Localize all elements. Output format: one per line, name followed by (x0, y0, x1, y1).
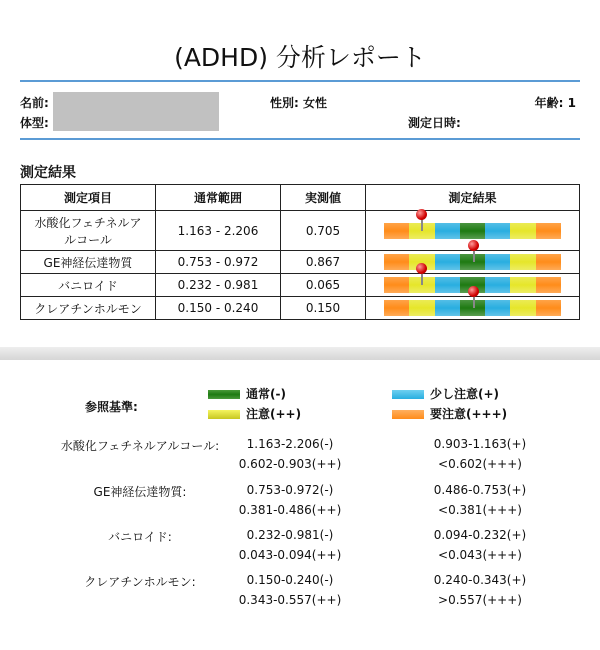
orange-segment (384, 277, 409, 293)
legend-text: 要注意(+++) (430, 407, 508, 421)
result-bar-cell (366, 297, 580, 320)
blue-segment (435, 223, 460, 239)
reference-slight-range: 0.240-0.343(+) (433, 573, 527, 587)
yellow-segment (409, 300, 434, 316)
reference-caution-range: 0.343-0.557(++) (238, 593, 342, 607)
reference-normal-range: 0.150-0.240(-) (246, 573, 334, 587)
reference-normal-range: 1.163-2.206(-) (246, 437, 334, 451)
item-range: 0.150 - 0.240 (156, 297, 281, 320)
yellow-segment (510, 223, 535, 239)
item-value: 0.150 (281, 297, 366, 320)
item-value: 0.867 (281, 251, 366, 274)
header-value: 実測値 (281, 185, 366, 211)
blue-segment (435, 254, 460, 270)
yellow-segment (510, 277, 535, 293)
reference-severe-range: <0.602(+++) (438, 457, 522, 471)
divider (20, 138, 580, 140)
marker-pin-icon (421, 211, 423, 231)
result-bar (384, 254, 561, 270)
blue-segment (485, 223, 510, 239)
reference-severe-range: >0.557(+++) (438, 593, 522, 607)
table-row (21, 297, 580, 320)
legend-slight (392, 385, 499, 402)
item-range: 0.753 - 0.972 (156, 251, 281, 274)
reference-severe-range: <0.043(+++) (438, 548, 522, 562)
result-bar (384, 300, 561, 316)
table-row (21, 211, 580, 251)
green-swatch (208, 390, 240, 399)
result-bar (384, 223, 561, 239)
table-row (21, 251, 580, 274)
legend-text: 通常(-) (246, 387, 286, 401)
reference-slight-range: 0.903-1.163(+) (433, 437, 527, 451)
legend-text: 注意(++) (246, 407, 302, 421)
legend-text: 少し注意(+) (430, 387, 500, 401)
section-separator (0, 347, 600, 360)
legend-severe (392, 405, 507, 422)
reference-normal-range: 0.232-0.981(-) (246, 528, 334, 542)
item-name: GE神経伝達物質 (21, 251, 156, 274)
blue-segment (485, 254, 510, 270)
orange-segment (536, 223, 561, 239)
header-item: 測定項目 (21, 185, 156, 211)
divider (20, 80, 580, 82)
header-result: 測定結果 (366, 185, 580, 211)
blue-swatch (392, 390, 424, 399)
age: 年齢: 1 (534, 96, 576, 110)
yellow-swatch (208, 410, 240, 419)
item-range: 1.163 - 2.206 (156, 211, 281, 251)
reference-normal-range: 0.753-0.972(-) (246, 483, 334, 497)
orange-swatch (392, 410, 424, 419)
reference-slight-range: 0.094-0.232(+) (433, 528, 527, 542)
orange-segment (536, 277, 561, 293)
redacted-field (53, 92, 219, 131)
reference-slight-range: 0.486-0.753(+) (433, 483, 527, 497)
item-value: 0.705 (281, 211, 366, 251)
reference-item-name: 水酸化フェチネルアルコール: (60, 439, 220, 453)
legend-label: 参照基準: (85, 400, 138, 414)
header-range: 通常範囲 (156, 185, 281, 211)
legend-caution (208, 405, 301, 422)
marker-pin-icon (421, 265, 423, 285)
green-segment (460, 223, 485, 239)
item-value: 0.065 (281, 274, 366, 297)
marker-pin-icon (473, 288, 475, 308)
blue-segment (485, 277, 510, 293)
item-range: 0.232 - 0.981 (156, 274, 281, 297)
blue-segment (435, 277, 460, 293)
name-label: 名前: (20, 96, 49, 110)
blue-segment (485, 300, 510, 316)
date-label: 測定日時: (408, 116, 461, 130)
results-table (20, 184, 580, 320)
reference-item-name: クレアチンホルモン: (84, 575, 196, 589)
legend-normal (208, 385, 286, 402)
reference-caution-range: 0.602-0.903(++) (238, 457, 342, 471)
orange-segment (536, 254, 561, 270)
result-bar-cell (366, 251, 580, 274)
orange-segment (384, 254, 409, 270)
reference-caution-range: 0.043-0.094(++) (238, 548, 342, 562)
table-row (21, 274, 580, 297)
reference-item-name: バニロイド: (108, 530, 172, 544)
yellow-segment (510, 300, 535, 316)
page-title: (ADHD) 分析レポート (174, 43, 426, 72)
yellow-segment (510, 254, 535, 270)
item-name: クレアチンホルモン (21, 297, 156, 320)
orange-segment (536, 300, 561, 316)
section-title: 測定結果 (20, 165, 76, 181)
marker-pin-icon (473, 242, 475, 262)
item-name: バニロイド (21, 274, 156, 297)
orange-segment (384, 300, 409, 316)
blue-segment (435, 300, 460, 316)
reference-severe-range: <0.381(+++) (438, 503, 522, 517)
orange-segment (384, 223, 409, 239)
body-label: 体型: (20, 116, 49, 130)
reference-item-name: GE神経伝達物質: (93, 485, 187, 499)
gender: 性別: 女性 (270, 96, 327, 110)
reference-caution-range: 0.381-0.486(++) (238, 503, 342, 517)
item-name: 水酸化フェチネルアルコール (21, 211, 156, 251)
